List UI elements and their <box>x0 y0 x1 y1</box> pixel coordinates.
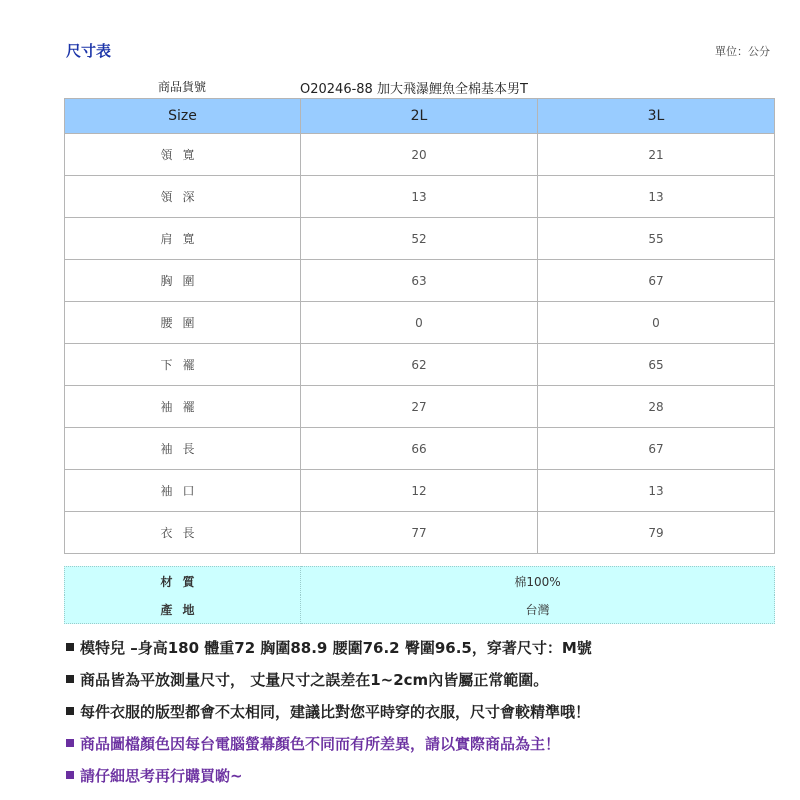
size-chart-title: 尺寸表 <box>66 42 112 60</box>
row-label: 胸圍 <box>65 260 301 302</box>
unit-label: 單位：公分 <box>715 45 770 58</box>
cell-3l: 0 <box>538 302 775 344</box>
size-table-header <box>65 99 775 134</box>
material-row <box>65 567 775 596</box>
note-text: 商品皆為平放測量尺寸， 丈量尺寸之誤差在1~2cm內皆屬正常範圍。 <box>80 671 549 689</box>
row-label: 袖襬 <box>65 386 301 428</box>
row-label: 袖長 <box>65 428 301 470</box>
cell-3l: 79 <box>538 512 775 554</box>
material-label: 材質 <box>65 567 301 596</box>
cell-2l: 27 <box>301 386 538 428</box>
cell-2l: 62 <box>301 344 538 386</box>
row-label: 下襬 <box>65 344 301 386</box>
table-row <box>65 386 775 428</box>
table-row <box>65 218 775 260</box>
cell-2l: 66 <box>301 428 538 470</box>
product-number-row <box>64 76 774 96</box>
cell-3l: 67 <box>538 428 775 470</box>
square-bullet-icon <box>66 707 74 715</box>
cell-3l: 13 <box>538 176 775 218</box>
material-value: 棉100% <box>301 567 775 596</box>
cell-2l: 13 <box>301 176 538 218</box>
cell-2l: 77 <box>301 512 538 554</box>
note-text: 商品圖檔顏色因每台電腦螢幕顏色不同而有所差異，請以實際商品為主！ <box>80 735 561 753</box>
row-label: 袖口 <box>65 470 301 512</box>
cell-2l: 63 <box>301 260 538 302</box>
square-bullet-icon <box>66 739 74 747</box>
square-bullet-icon <box>66 675 74 683</box>
cell-2l: 20 <box>301 134 538 176</box>
note-text: 每件衣服的版型都會不太相同，建議比對您平時穿的衣服，尺寸會較精準哦！ <box>80 703 591 721</box>
note-item <box>66 764 786 796</box>
cell-3l: 55 <box>538 218 775 260</box>
cell-2l: 0 <box>301 302 538 344</box>
cell-3l: 67 <box>538 260 775 302</box>
table-row <box>65 176 775 218</box>
product-number-label: 商品貨號 <box>157 80 206 94</box>
row-label: 肩寬 <box>65 218 301 260</box>
table-row <box>65 260 775 302</box>
row-label: 衣長 <box>65 512 301 554</box>
origin-label: 產地 <box>65 595 301 624</box>
header-3l: 3L <box>538 99 775 134</box>
table-row <box>65 512 775 554</box>
cell-2l: 52 <box>301 218 538 260</box>
note-text: 請仔細思考再行購買喲~ <box>80 767 243 785</box>
cell-3l: 13 <box>538 470 775 512</box>
row-label: 領寬 <box>65 134 301 176</box>
origin-row <box>65 595 775 624</box>
note-item <box>66 732 786 764</box>
cell-3l: 65 <box>538 344 775 386</box>
cell-2l: 12 <box>301 470 538 512</box>
note-item <box>66 636 786 668</box>
row-label: 腰圍 <box>65 302 301 344</box>
table-row <box>65 428 775 470</box>
square-bullet-icon <box>66 771 74 779</box>
cell-3l: 21 <box>538 134 775 176</box>
product-number-value: O20246-88 加大飛瀑鯉魚全棉基本男T <box>300 82 528 97</box>
note-item <box>66 700 786 732</box>
notes-list <box>66 636 786 796</box>
table-row <box>65 344 775 386</box>
cell-3l: 28 <box>538 386 775 428</box>
table-row <box>65 134 775 176</box>
square-bullet-icon <box>66 643 74 651</box>
origin-value: 台灣 <box>301 595 775 624</box>
row-label: 領深 <box>65 176 301 218</box>
table-row <box>65 302 775 344</box>
header-2l: 2L <box>301 99 538 134</box>
note-text: 模特兒 –身高180 體重72 胸圍88.9 腰圍76.2 臀圍96.5，穿著尺寸：M號 <box>80 639 592 657</box>
size-table <box>64 98 775 554</box>
table-row <box>65 470 775 512</box>
header-size: Size <box>65 99 301 134</box>
note-item <box>66 668 786 700</box>
material-table <box>64 566 775 624</box>
